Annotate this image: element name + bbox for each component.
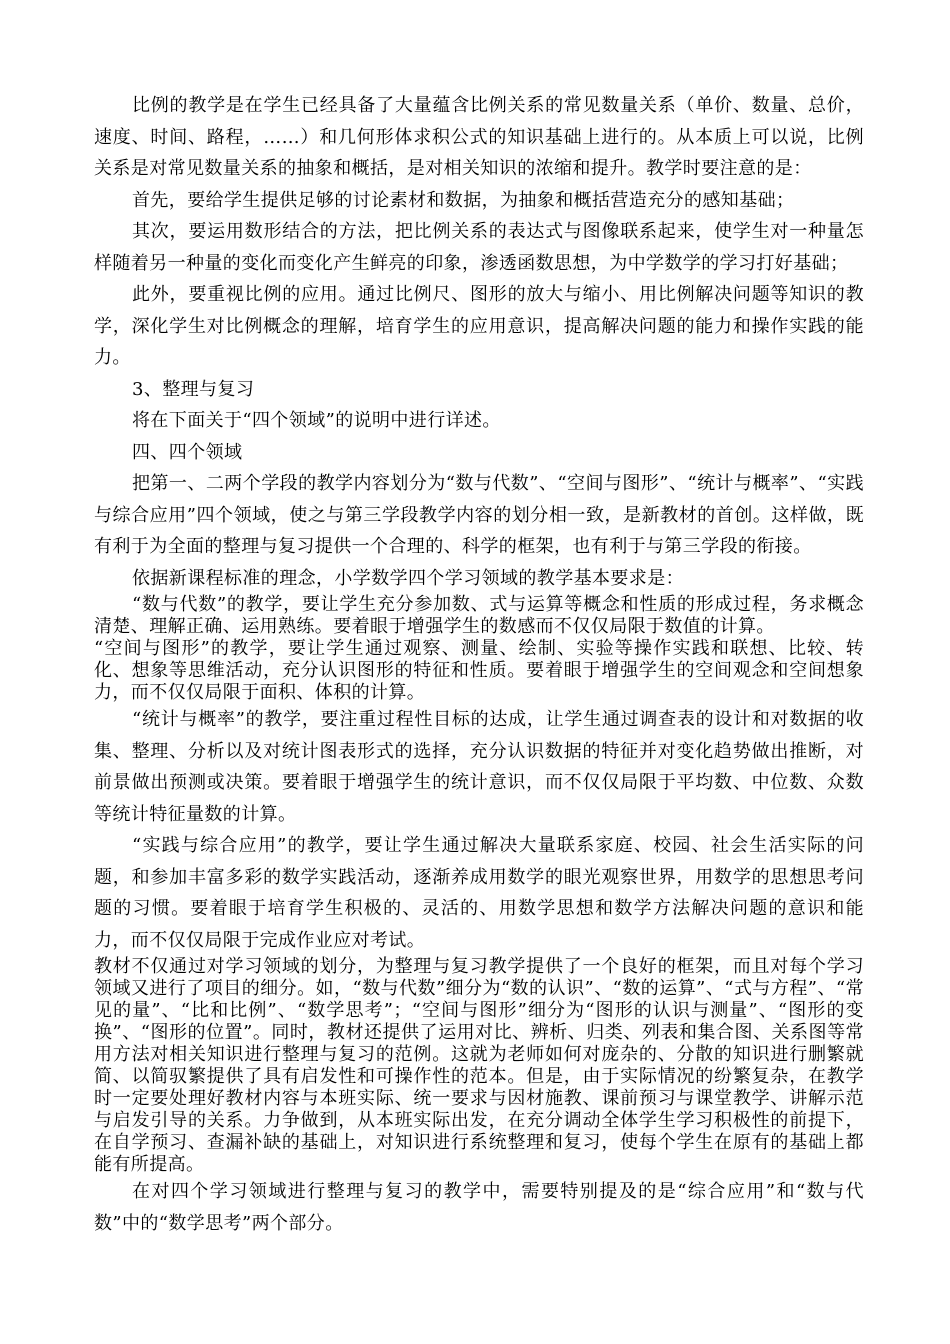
paragraph-proportion-teaching: 比例的教学是在学生已经具备了大量蕴含比例关系的常见数量关系（单价、数量、总价，速度、时间、路程，……）和几何形体求积公式的知识基础上进行的。从本质上可以说，比例关系是对常见数量关系的抽象和概括，是对相关知识的浓缩和提升。教学时要注意的是： [94,95,864,179]
paragraph-second-point: 其次，要运用数形结合的方法，把比例关系的表达式与图像联系起来，使学生对一种量怎样随着另一种量的变化而变化产生鲜亮的印象，渗透函数思想，为中学数学的学习打好基础； [94,221,864,274]
document-body [94,90,864,1239]
paragraph-number-algebra: “数与代数”的教学，要让学生充分参加数、式与运算等概念和性质的形成过程，务求概念清楚、理解正确、运用熟练。要着眼于增强学生的数感而不仅仅局限于数值的计算。 [94,594,864,637]
paragraph-textbook-framework: 教材不仅通过对学习领域的划分，为整理与复习教学提供了一个良好的框架，而且对每个学习领域又进行了项目的细分。如，“数与代数”细分为“数的认识”、“数的运算”、“式与方程”、“常见的量”、“比和比例”、“数学思考”；“空间与图形”细分为“图形的认识与测量”、“图形的变换”、“图形的位置”。同时，教材还提供了运用对比、辨析、归类、列表和集合图、关系图等常用方法对相关知识进行整理与复习的范例。这就为老师如何对庞杂的、分散的知识进行删繁就简、以简驭繁提供了具有启发性和可操作性的范本。但是，由于实际情况的纷繁复杂，在教学时一定要处理好教材内容与本班实际、统一要求与因材施教、课前预习与课堂教学、讲解示范与启发引导的关系。力争做到，从本班实际出发，在充分调动全体学生学习积极性的前提下，在自学预习、查漏补缺的基础上，对知识进行系统整理和复习，使每个学生在原有的基础上都能有所提高。 [94,956,864,1175]
paragraph-closing: 在对四个学习领域进行整理与复习的教学中，需要特别提及的是“综合应用”和“数与代数”中的“数学思考”两个部分。 [94,1181,864,1234]
paragraph-review-note: 将在下面关于“四个领域”的说明中进行详述。 [132,410,501,431]
paragraph-practice-application: “实践与综合应用”的教学，要让学生通过解决大量联系家庭、校园、社会生活实际的问题，和参加丰富多彩的数学实践活动，逐渐养成用数学的眼光观察世界，用数学的思想思考问题的习惯。要着眼于培育学生积极的、灵活的、用数学思想和数学方法解决问题的意识和能力，而不仅仅局限于完成作业应对考试。 [94,835,864,951]
paragraph-first-point: 首先，要给学生提供足够的讨论素材和数据，为抽象和概括营造充分的感知基础； [132,189,795,211]
paragraph-four-domains-intro: 把第一、二两个学段的教学内容划分为“数与代数”、“空间与图形”、“统计与概率”、“实践与综合应用”四个领域，使之与第三学段教学内容的划分相一致，是新教材的首创。这样做，既有利于为全面的整理与复习提供一个合理的、科学的框架，也有利于与第三学段的衔接。 [94,473,864,557]
section-heading-review: 3、整理与复习 [132,378,255,400]
section-heading-four-domains: 四、四个领域 [132,441,243,463]
paragraph-third-point: 此外，要重视比例的应用。通过比例尺、图形的放大与缩小、用比例解决问题等知识的教学，深化学生对比例概念的理解，培育学生的应用意识，提高解决问题的能力和操作实践的能力。 [94,284,864,368]
paragraph-statistics-probability: “统计与概率”的教学，要注重过程性目标的达成，让学生通过调查表的设计和对数据的收集、整理、分析以及对统计图表形式的选择，充分认识数据的特征并对变化趋势做出推断，对前景做出预测或决策。要着眼于增强学生的统计意识，而不仅仅局限于平均数、中位数、众数等统计特征量数的计算。 [94,709,864,825]
paragraph-requirements-intro: 依据新课程标准的理念，小学数学四个学习领域的教学基本要求是： [132,567,684,589]
paragraph-space-graphics: “空间与图形”的教学，要让学生通过观察、测量、绘制、实验等操作实践和联想、比较、转化、想象等思维活动，充分认识图形的特征和性质。要着眼于增强学生的空间观念和空间想象力，而不仅仅局限于面积、体积的计算。 [94,638,864,703]
